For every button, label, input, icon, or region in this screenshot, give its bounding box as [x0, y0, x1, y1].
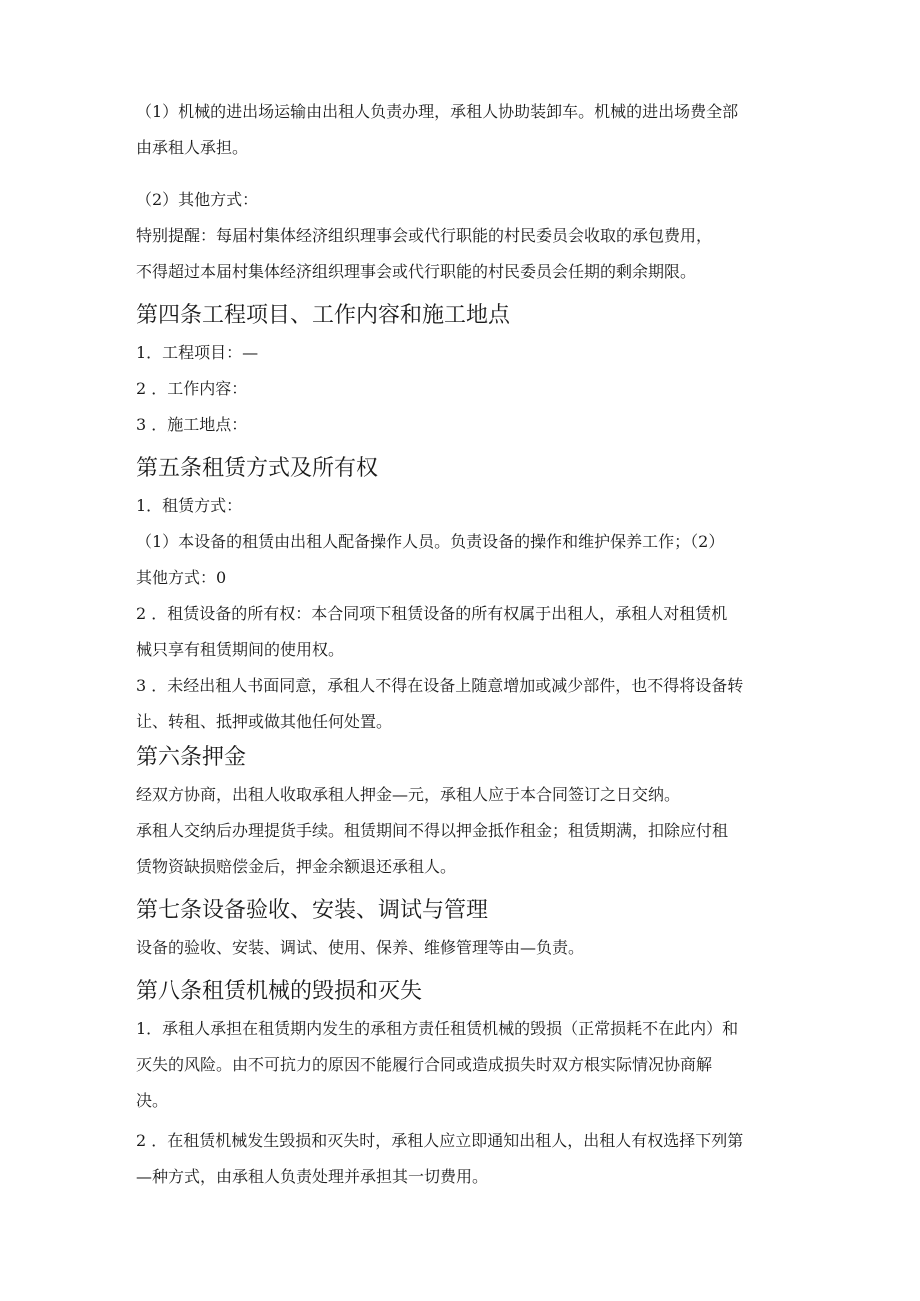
paragraph-line: 承租人交纳后办理提货手续。租赁期间不得以押金抵作租金；租赁期满，扣除应付租 [136, 821, 729, 840]
list-item: 2 ．租赁设备的所有权：本合同项下租赁设备的所有权属于出租人，承租人对租赁机 [136, 604, 728, 623]
list-item: 3 ．未经出租人书面同意，承租人不得在设备上随意增加或减少部件，也不得将设备转 [136, 676, 744, 695]
section-heading: 第八条租赁机械的毁损和灭失 [136, 979, 423, 1004]
paragraph-line: 赁物资缺损赔偿金后，押金余额退还承租人。 [136, 857, 457, 876]
section-heading: 第四条工程项目、工作内容和施工地点 [136, 303, 511, 328]
paragraph-line: （2）其他方式： [136, 190, 259, 209]
list-item: 1．工程项目：— [136, 343, 259, 362]
list-item: 1．租赁方式： [136, 496, 243, 515]
paragraph-line: （1）机械的进出场运输由出租人负责办理，承租人协助装卸车。机械的进出场费全部 [136, 102, 739, 121]
paragraph-line: 不得超过本届村集体经济组织理事会或代行职能的村民委员会任期的剩余期限。 [136, 262, 697, 281]
paragraph-line: 由承租人承担。 [136, 138, 249, 157]
paragraph-line: 灭失的风险。由不可抗力的原因不能履行合同或造成损失时双方根实际情况协商解 [136, 1055, 713, 1074]
paragraph-line: （1）本设备的租赁由出租人配备操作人员。负责设备的操作和维护保养工作；（2） [136, 532, 725, 551]
section-heading: 第六条押金 [136, 745, 247, 770]
list-item: 2 ．工作内容： [136, 379, 248, 398]
list-item: 1．承租人承担在租赁期内发生的承租方责任租赁机械的毁损（正常损耗不在此内）和 [136, 1019, 739, 1038]
paragraph-line: 特别提醒：每届村集体经济组织理事会或代行职能的村民委员会收取的承包费用， [136, 226, 713, 245]
paragraph-line: 械只享有租赁期间的使用权。 [136, 640, 345, 659]
paragraph-line: 设备的验收、安装、调试、使用、保养、维修管理等由—负责。 [136, 938, 585, 957]
list-item: 2 ．在租赁机械发生毁损和灭失时，承租人应立即通知出租人，出租人有权选择下列第 [136, 1131, 744, 1150]
section-heading: 第五条租赁方式及所有权 [136, 456, 379, 481]
section-heading: 第七条设备验收、安装、调试与管理 [136, 898, 489, 923]
list-item: 3 ．施工地点： [136, 415, 248, 434]
paragraph-line: 决。 [136, 1091, 169, 1110]
paragraph-line: 其他方式：0 [136, 568, 227, 587]
paragraph-line: 经双方协商，出租人收取承租人押金—元，承租人应于本合同签订之日交纳。 [136, 785, 681, 804]
paragraph-line: —种方式，由承租人负责处理并承担其一切费用。 [136, 1167, 489, 1186]
paragraph-line: 让、转租、抵押或做其他任何处置。 [136, 712, 393, 731]
